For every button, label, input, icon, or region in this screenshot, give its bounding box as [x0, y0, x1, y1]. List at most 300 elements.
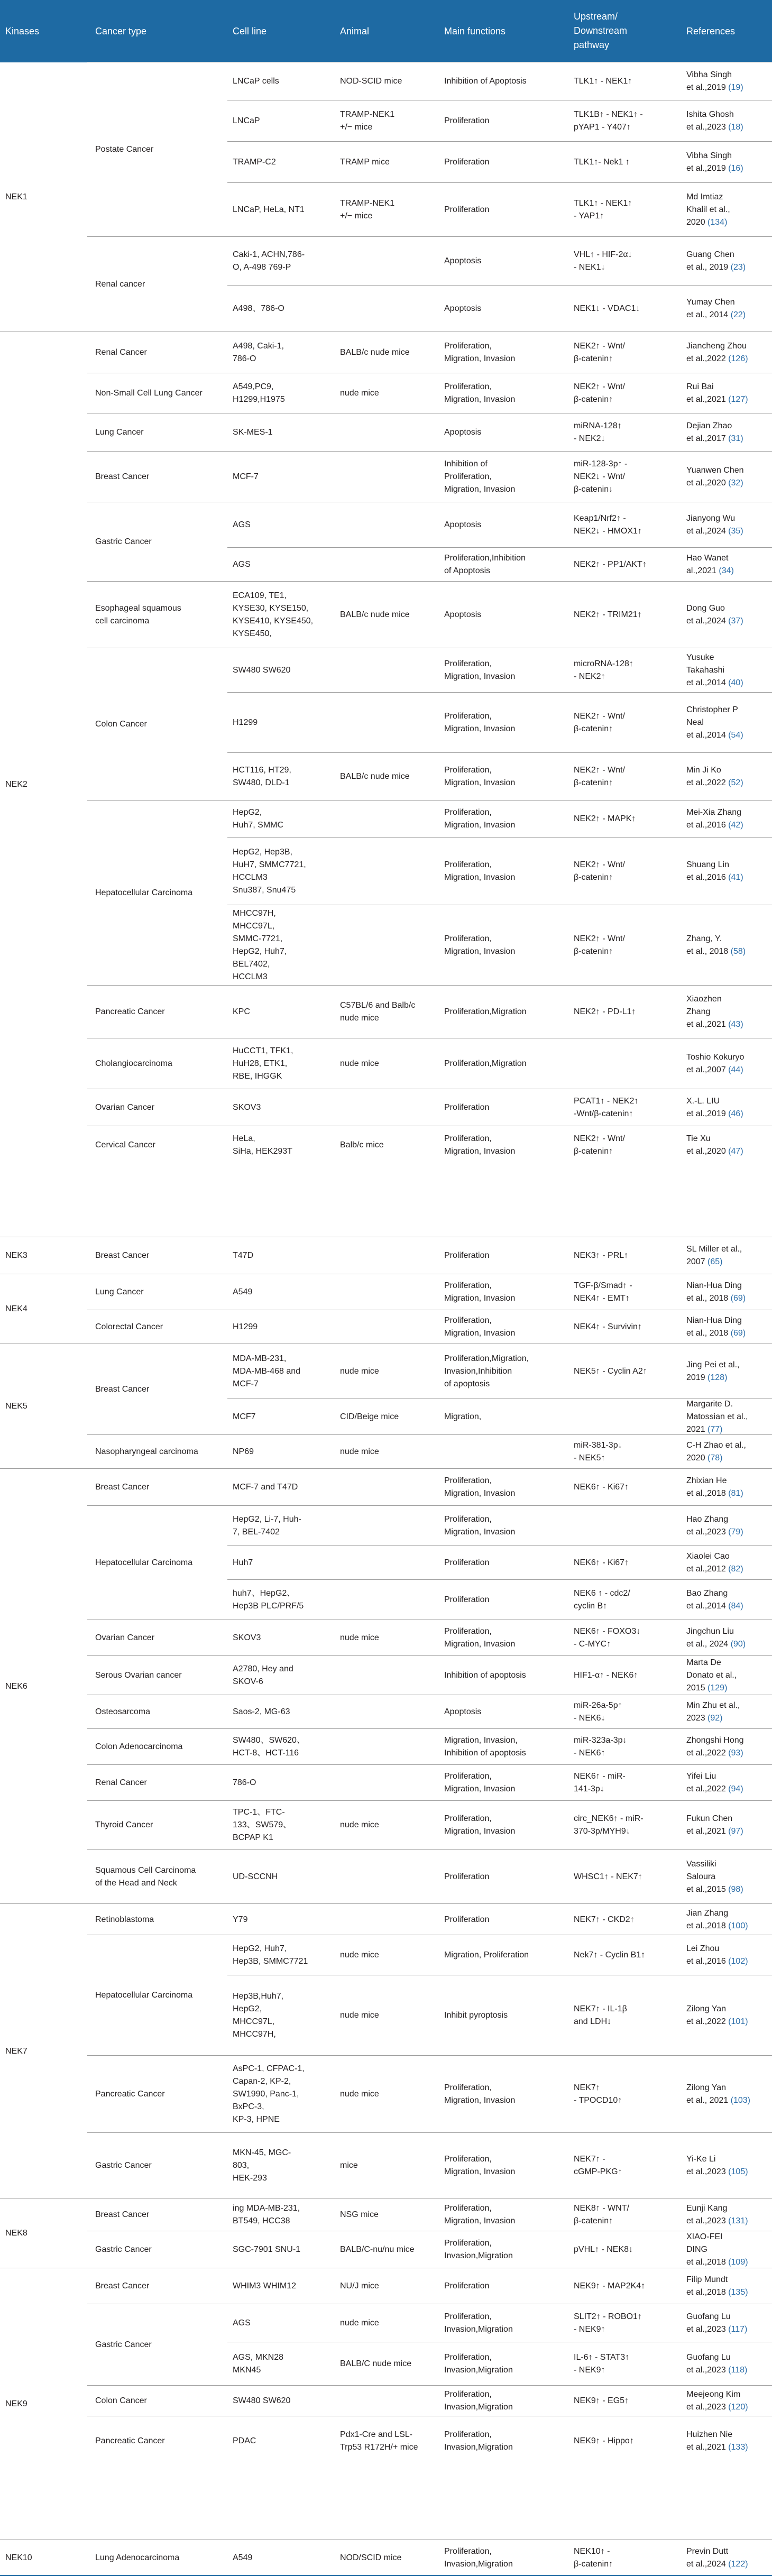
reference-link[interactable]: (100)	[728, 1921, 748, 1930]
reference-link[interactable]: (131)	[728, 2216, 748, 2225]
pathway	[574, 1365, 647, 1378]
main-function-line: Inhibition of apoptosis	[444, 1671, 526, 1680]
reference-line	[686, 81, 743, 94]
reference-link[interactable]: (101)	[728, 2017, 748, 2026]
main-function-line: of Apoptosis	[444, 566, 491, 575]
reference-link[interactable]: (135)	[728, 2288, 748, 2297]
reference-link[interactable]: (122)	[728, 2560, 748, 2569]
reference-link[interactable]: (22)	[730, 310, 746, 319]
animal-model-line: nude mice	[340, 1633, 379, 1642]
reference-link[interactable]: (40)	[728, 678, 743, 687]
reference-line	[686, 1770, 743, 1783]
reference-link[interactable]: (128)	[707, 1373, 728, 1382]
reference-text: Yuanwen Chen	[686, 466, 744, 475]
reference-text: et al.,2024	[686, 617, 726, 625]
cell-line-line: SKOV3	[233, 1103, 261, 1112]
main-function-line: Proliferation,	[444, 1281, 492, 1290]
cell-line-line: MHCC97L,	[233, 922, 275, 931]
pathway-line: miR-128-3p↑ -	[574, 459, 628, 468]
cell-line-line: AGS	[233, 560, 251, 569]
cancer-type-line: Lung Cancer	[95, 428, 144, 437]
reference	[686, 1513, 743, 1539]
reference-line	[686, 602, 743, 615]
cell-line-line: SiHa, HEK293T	[233, 1147, 292, 1156]
pathway	[574, 1249, 628, 1262]
reference	[686, 1813, 743, 1838]
reference-link[interactable]: (65)	[707, 1257, 723, 1266]
reference-link[interactable]: (32)	[728, 479, 743, 487]
reference	[686, 1398, 748, 1436]
reference-line	[686, 393, 748, 406]
cell-line-line: HCCLM3	[233, 972, 268, 981]
cell-line-line: AGS	[233, 520, 251, 529]
cancer-type-line: Non-Small Cell Lung Cancer	[95, 389, 203, 398]
animal-model-line: NOD-SCID mice	[340, 77, 402, 86]
main-function	[444, 1594, 489, 1606]
reference-text: et al.,2020	[686, 1147, 726, 1156]
reference-link[interactable]: (93)	[728, 1749, 743, 1758]
reference-link[interactable]: (77)	[707, 1425, 723, 1434]
cell-line-line: 7, BEL-7402	[233, 1528, 280, 1537]
main-function	[444, 1314, 515, 1340]
reference-link[interactable]: (109)	[728, 2258, 748, 2267]
pathway-line: β-catenin↑	[574, 724, 613, 733]
reference-link[interactable]: (133)	[728, 2443, 748, 2452]
pathway-line: NEK2↑ - Wnt/	[574, 382, 625, 391]
reference-line	[686, 933, 746, 945]
row-divider	[227, 1849, 772, 1850]
cancer-type-line: Gastric Cancer	[95, 2340, 152, 2349]
pathway-line: NEK9↑ - MAP2K4↑	[574, 2281, 646, 2290]
reference-text: Guofang Lu	[686, 2312, 731, 2321]
reference-line	[686, 777, 743, 789]
reference-text: et al.,2022	[686, 1749, 726, 1758]
reference-line	[686, 993, 743, 1006]
reference-link[interactable]: (31)	[728, 434, 743, 443]
reference-link[interactable]: (81)	[728, 1489, 743, 1498]
cell-line	[233, 1990, 283, 2041]
pathway	[574, 764, 625, 789]
main-function	[444, 2545, 513, 2571]
reference-text: et al.,2014	[686, 678, 726, 687]
reference-link[interactable]: (82)	[728, 1565, 743, 1574]
pathway-line: SLIT2↑ - ROBO1↑	[574, 2312, 642, 2321]
main-function-line: Proliferation	[444, 1103, 490, 1112]
reference-text: 2015	[686, 1683, 705, 1692]
reference-line	[686, 477, 744, 490]
main-function	[444, 2009, 508, 2022]
reference	[686, 381, 748, 406]
cancer-type	[95, 2243, 152, 2256]
animal-model	[340, 609, 410, 621]
reference-link[interactable]: (69)	[730, 1329, 746, 1338]
cancer-type-line: Ovarian Cancer	[95, 1633, 155, 1642]
pathway-line: NEK3↑ - PRL↑	[574, 1251, 629, 1260]
cell-line-line: Hep3B PLC/PRF/5	[233, 1602, 304, 1611]
reference-text: et al.,2018	[686, 2288, 726, 2297]
main-function	[444, 2388, 513, 2414]
cancer-type-line: Gastric Cancer	[95, 537, 152, 546]
reference-line	[686, 1669, 737, 1682]
reference-link[interactable]: (69)	[730, 1294, 746, 1303]
reference-text: 2023	[686, 1714, 705, 1723]
reference-link[interactable]: (47)	[728, 1147, 743, 1156]
reference-text: et al.,2014	[686, 1602, 726, 1611]
reference-text: et al.,2023	[686, 2325, 726, 2334]
reference-line	[686, 1955, 748, 1968]
main-function-line: Proliferation,	[444, 342, 492, 351]
reference-text: Meejeong Kim	[686, 2390, 741, 2399]
cell-line-line: AGS	[233, 2319, 251, 2327]
reference-text: Mei-Xia Zhang	[686, 808, 742, 817]
reference-text: Zhongshi Hong	[686, 1736, 744, 1745]
pathway	[574, 1095, 638, 1120]
pathway	[574, 1949, 645, 1962]
animal-model-line: BALB/C-nu/nu mice	[340, 2245, 415, 2254]
cell-line-line: TRAMP-C2	[233, 158, 276, 167]
reference-link[interactable]: (37)	[728, 617, 743, 625]
kinase-label: NEK9	[5, 2399, 27, 2408]
reference-text: et al.,2021	[686, 2443, 726, 2452]
main-function-line: Proliferation,	[444, 2083, 492, 2092]
reference-link[interactable]: (120)	[728, 2403, 748, 2412]
cancer-type-line: Renal Cancer	[95, 348, 147, 357]
main-function-line: Inhibition of Apoptosis	[444, 77, 527, 86]
main-function-line: Invasion,Migration	[444, 2251, 513, 2260]
reference-line	[686, 2558, 748, 2571]
reference-link[interactable]: (94)	[728, 1784, 743, 1793]
animal-model	[340, 1139, 384, 1152]
pathway	[574, 1770, 626, 1796]
reference-link[interactable]: (90)	[730, 1640, 746, 1649]
cell-line-line: 133、SW579、	[233, 1820, 292, 1829]
pathway-line: - NEK6↓	[574, 1714, 605, 1723]
main-function	[444, 1734, 526, 1760]
main-function	[444, 1101, 489, 1114]
reference-text: al.,2021	[686, 566, 716, 575]
reference-link[interactable]: (97)	[728, 1827, 743, 1836]
cell-line	[233, 249, 305, 274]
cancer-type	[95, 536, 152, 548]
pathway-line: NEK9↑ - Hippo↑	[574, 2436, 634, 2445]
animal-model-line: TRAMP-NEK1	[340, 110, 395, 119]
reference-link[interactable]: (78)	[707, 1453, 723, 1462]
pathway-line: β-catenin↓	[574, 485, 613, 494]
cell-line-line: A549	[233, 1287, 253, 1296]
cell-line-line: KP-3, HPNE	[233, 2115, 280, 2124]
reference-line	[686, 764, 743, 777]
cell-line	[233, 664, 290, 677]
cell-line	[233, 471, 259, 483]
reference-link[interactable]: (41)	[728, 873, 743, 882]
reference-line	[686, 1145, 743, 1158]
main-function-line: Proliferation,	[444, 2430, 492, 2439]
cell-line	[233, 806, 283, 832]
row-divider	[227, 692, 772, 693]
reference-line	[686, 512, 743, 525]
row-divider	[227, 581, 772, 582]
reference	[686, 552, 734, 577]
main-function	[444, 2082, 515, 2107]
row-divider	[227, 1903, 772, 1904]
row-divider	[227, 451, 772, 452]
main-function-line: Migration, Invasion	[444, 2167, 516, 2176]
cell-line-line: HepG2, Hep3B,	[233, 848, 292, 857]
cancer-type	[95, 1057, 172, 1070]
cell-line	[233, 1133, 292, 1158]
main-function	[444, 1557, 489, 1569]
pathway-line: NEK7↑ - IL-1β	[574, 2004, 627, 2013]
pathway	[574, 2202, 629, 2228]
reference-link[interactable]: (46)	[728, 1109, 743, 1118]
reference-line	[686, 340, 748, 353]
cell-line-line: SW480、SW620、	[233, 1736, 305, 1745]
reference	[686, 1907, 748, 1933]
cell-line-line: HCCLM3	[233, 873, 268, 882]
reference-link[interactable]: (103)	[730, 2096, 750, 2105]
reference	[686, 1475, 743, 1500]
reference-text: Guofang Lu	[686, 2353, 731, 2362]
reference-link[interactable]: (18)	[728, 123, 743, 132]
reference-link[interactable]: (129)	[707, 1683, 728, 1692]
reference-text: 2020	[686, 218, 705, 227]
main-function	[444, 1513, 515, 1539]
main-function	[444, 1411, 481, 1423]
reference-link[interactable]: (42)	[728, 821, 743, 830]
reference-line	[686, 1883, 743, 1896]
main-function-line: Proliferation	[444, 205, 490, 214]
reference	[686, 1625, 746, 1651]
pathway	[574, 2351, 629, 2377]
animal-model	[340, 1819, 379, 1832]
reference-text: et al.,2023	[686, 1528, 726, 1537]
reference-link[interactable]: (102)	[728, 1957, 748, 1966]
reference-link[interactable]: (92)	[707, 1714, 723, 1723]
reference-link[interactable]: (118)	[728, 2366, 748, 2375]
animal-model	[340, 1057, 379, 1070]
reference-line	[686, 1526, 743, 1539]
reference-text: Min Zhu et al.,	[686, 1701, 740, 1710]
reference-line	[686, 615, 743, 628]
main-function	[444, 764, 515, 789]
reference-line	[686, 1813, 743, 1825]
main-function-line: Proliferation,	[444, 2204, 492, 2213]
pathway	[574, 1006, 636, 1018]
cancer-type-line: Breast Cancer	[95, 2210, 150, 2219]
main-function-line: Migration, Invasion	[444, 1294, 516, 1303]
animal-model	[340, 1632, 379, 1644]
row-divider	[227, 182, 772, 183]
main-function-line: Migration, Invasion	[444, 485, 516, 494]
reference-text: 2019	[686, 1373, 705, 1382]
cell-line	[233, 846, 306, 897]
kinase-label: NEK6	[5, 1682, 27, 1691]
reference-text: Lei Zhou	[686, 1944, 720, 1953]
pathway-line: - NEK6↑	[574, 1749, 605, 1758]
main-function	[444, 1475, 515, 1500]
pathway-line: miR-323a-3p↓	[574, 1736, 627, 1745]
cell-line	[233, 75, 279, 88]
reference	[686, 420, 743, 445]
animal-model	[340, 2209, 379, 2221]
main-function-line: Apoptosis	[444, 428, 482, 437]
reference-text: et al.,2022	[686, 1784, 726, 1793]
reference-link[interactable]: (43)	[728, 1020, 743, 1029]
reference-line	[686, 2441, 748, 2454]
pathway-line: Nek7↑ - Cyclin B1↑	[574, 1951, 646, 1959]
reference-link[interactable]: (19)	[728, 83, 743, 92]
main-function-line: Inhibit pyroptosis	[444, 2011, 508, 2020]
main-function-line: Proliferation,	[444, 2353, 492, 2362]
reference-link[interactable]: (44)	[728, 1065, 743, 1074]
reference-text: Toshio Kokuryo	[686, 1053, 745, 1062]
animal-model	[340, 1446, 379, 1458]
pathway	[574, 2435, 634, 2448]
cell-line	[233, 1587, 304, 1613]
reference-text: Neal	[686, 718, 704, 727]
cell-line-line: H1299	[233, 1322, 258, 1331]
pathway-line: microRNA-128↑	[574, 659, 633, 668]
animal-model	[340, 75, 402, 88]
main-function-line: Migration, Invasion	[444, 1489, 516, 1498]
cell-line	[233, 2202, 300, 2228]
cell-line	[233, 1871, 278, 1883]
reference-text: et al.,2018	[686, 1921, 726, 1930]
cell-line-line: SK-MES-1	[233, 428, 273, 437]
reference-line	[686, 2243, 748, 2256]
animal-model	[340, 156, 390, 169]
animal-model-line: BALB/C nude mice	[340, 2359, 412, 2368]
reference-link[interactable]: (16)	[728, 164, 743, 173]
reference-text: Christopher P	[686, 705, 738, 714]
reference-link[interactable]: (134)	[707, 218, 728, 227]
reference-link[interactable]: (79)	[728, 1528, 743, 1537]
pathway	[574, 1734, 627, 1760]
cell-line	[233, 115, 260, 127]
pathway	[574, 1439, 622, 1465]
pathway-line: NEK6↑ - Ki67↑	[574, 1483, 629, 1492]
pathway-line: TLK1↑ - NEK1↑	[574, 199, 632, 208]
pathway-line: NEK6↑ - FOXO3↓	[574, 1627, 641, 1636]
row-divider	[227, 1728, 772, 1729]
main-function-line: Proliferation,	[444, 2239, 492, 2248]
cell-line-line: KYSE450,	[233, 629, 272, 638]
cell-line-line: MCF-7 and T47D	[233, 1483, 298, 1492]
cancer-type	[95, 1481, 149, 1494]
cancer-type-line: of the Head and Neck	[95, 1879, 177, 1888]
reference-line	[686, 1398, 748, 1411]
animal-model-line: TRAMP mice	[340, 158, 390, 167]
cancer-type-line: Nasopharyngeal carcinoma	[95, 1447, 198, 1456]
reference-link[interactable]: (98)	[728, 1885, 743, 1894]
pathway	[574, 558, 647, 571]
cell-line-line: HCT116, HT29,	[233, 766, 291, 775]
main-function-line: Proliferation	[444, 1872, 490, 1881]
animal-model-line: nude mice	[340, 1059, 379, 1068]
cell-line-line: A2780, Hey and	[233, 1664, 293, 1673]
reference-text: et al.,2021	[686, 395, 726, 404]
pathway-line: NEK2↑ - Wnt/	[574, 766, 625, 775]
pathway-line: circ_NEK6↑ - miR-	[574, 1814, 644, 1823]
cell-line	[233, 2435, 256, 2448]
pathway-line: - YAP1↑	[574, 211, 604, 220]
reference-link[interactable]: (127)	[728, 395, 748, 404]
main-function-line: Apoptosis	[444, 520, 482, 529]
pathway	[574, 2395, 629, 2407]
kinase-label: NEK10	[5, 2553, 32, 2562]
cell-line-line: LNCaP, HeLa, NT1	[233, 205, 305, 214]
pathway-line: β-catenin↑	[574, 2216, 613, 2225]
reference-text: et al.,2022	[686, 2017, 726, 2026]
reference-link[interactable]: (117)	[728, 2325, 748, 2334]
reference-line	[686, 420, 743, 433]
reference-link[interactable]: (52)	[728, 778, 743, 787]
row-divider	[227, 837, 772, 838]
main-function	[444, 1249, 489, 1262]
reference	[686, 2274, 748, 2299]
main-function	[444, 255, 481, 268]
main-function	[444, 458, 515, 496]
main-function-line: Apoptosis	[444, 256, 482, 265]
cell-line	[233, 2552, 252, 2564]
cell-line	[233, 2351, 283, 2377]
main-function-line: Migration, Invasion	[444, 1827, 516, 1836]
reference	[686, 1858, 743, 1896]
pathway	[574, 249, 632, 274]
reference-link[interactable]: (54)	[728, 731, 743, 740]
reference-link[interactable]: (84)	[728, 1602, 743, 1611]
reference-line	[686, 552, 734, 565]
main-function-line: Proliferation,	[444, 1515, 492, 1524]
reference-link[interactable]: (35)	[728, 527, 743, 536]
main-function-line: Proliferation,	[444, 2547, 492, 2556]
reference	[686, 249, 746, 274]
row-divider	[227, 752, 772, 753]
pathway	[574, 108, 643, 134]
pathway-line: -Wnt/β-catenin↑	[574, 1109, 633, 1118]
reference-line	[686, 296, 746, 309]
reference-link[interactable]: (105)	[728, 2167, 748, 2176]
pathway-line: NEK2↑ - MAPK↑	[574, 814, 636, 823]
pathway	[574, 458, 627, 496]
cell-line	[233, 340, 284, 365]
cell-line-line: A498、786-O	[233, 304, 284, 313]
main-function	[444, 302, 481, 315]
reference-line	[686, 716, 743, 729]
cancer-type-line: Squamous Cell Carcinoma	[95, 1866, 196, 1875]
cell-line-line: ing MDA-MB-231,	[233, 2204, 300, 2213]
reference-link[interactable]: (34)	[719, 566, 734, 575]
cell-line-line: MHCC97L,	[233, 2017, 275, 2026]
cell-line-line: huh7、HepG2、	[233, 1589, 296, 1598]
reference-link[interactable]: (23)	[730, 263, 746, 272]
cell-line-line: AGS, MKN28	[233, 2353, 284, 2362]
main-function	[444, 519, 481, 531]
cancer-type-line: Cholangiocarcinoma	[95, 1059, 172, 1068]
reference-line	[686, 1292, 746, 1305]
main-function-line: Proliferation,	[444, 1627, 492, 1636]
main-function-line: Proliferation,Migration	[444, 1059, 527, 1068]
cancer-type-line: Breast Cancer	[95, 1251, 150, 1260]
header-animal: Animal	[340, 26, 370, 36]
pathway-line: NEK6 ↑ - cdc2/	[574, 1589, 630, 1598]
reference-link[interactable]: (126)	[728, 354, 748, 363]
reference-line	[686, 2401, 748, 2414]
reference-text: et al.,2023	[686, 2403, 726, 2412]
cancer-type-line: Serous Ovarian cancer	[95, 1671, 182, 1680]
reference	[686, 1280, 746, 1305]
reference-link[interactable]: (58)	[730, 947, 746, 956]
